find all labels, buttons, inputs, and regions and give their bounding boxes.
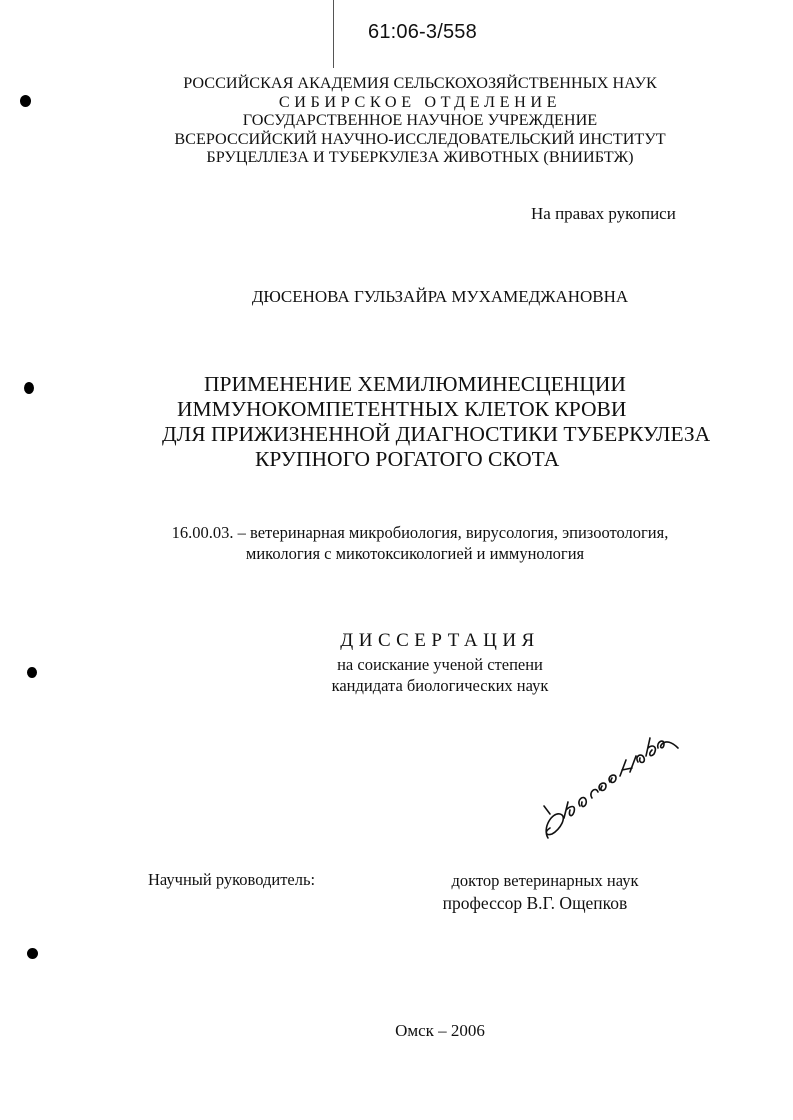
dissertation-title — [140, 372, 750, 472]
punch-hole-4 — [27, 948, 38, 959]
punch-hole-3 — [27, 667, 37, 678]
author-signature — [530, 730, 680, 840]
supervisor-name: профессор В.Г. Ощепков — [442, 893, 628, 913]
signature-text — [680, 730, 681, 731]
header-line-institute-name: БРУЦЕЛЛЕЗА И ТУБЕРКУЛЕЗА ЖИВОТНЫХ (ВНИИБТЖ) — [206, 148, 634, 167]
header-line-branch: СИБИРСКОЕ ОТДЕЛЕНИЕ — [278, 92, 562, 111]
institution-header — [120, 74, 720, 167]
degree-line-2: кандидата биологических наук — [331, 676, 549, 695]
header-line-institute: ВСЕРОССИЙСКИЙ НАУЧНО-ИССЛЕДОВАТЕЛЬСКИЙ ИНСТИТУТ — [174, 129, 666, 148]
supervisor-title: доктор ветеринарных наук — [451, 871, 639, 890]
degree-description — [240, 654, 640, 696]
degree-line-1: на соискание ученой степени — [337, 655, 543, 674]
punch-hole-1 — [20, 95, 31, 107]
supervisor-label: Научный руководитель: — [148, 870, 316, 889]
title-line-3: ДЛЯ ПРИЖИЗНЕННОЙ ДИАГНОСТИКИ ТУБЕРКУЛЕЗА — [162, 422, 711, 446]
filing-number: 61:06-3/558 — [368, 21, 477, 43]
header-line-institution-type: ГОСУДАРСТВЕННОЕ НАУЧНОЕ УЧРЕЖДЕНИЕ — [242, 111, 598, 130]
punch-hole-2 — [24, 382, 34, 394]
title-line-2: ИММУНОКОМПЕТЕНТНЫХ КЛЕТОК КРОВИ — [177, 397, 627, 421]
author-name: ДЮСЕНОВА ГУЛЬЗАЙРА МУХАМЕДЖАНОВНА — [251, 287, 629, 306]
manuscript-rights-note: На правах рукописи — [531, 204, 676, 223]
city-year: Омск – 2006 — [395, 1021, 485, 1040]
specialty-code — [100, 522, 720, 564]
specialty-line-2: микология с микотоксикологией и иммунология — [245, 544, 585, 563]
signature-scribble-icon — [530, 730, 680, 840]
title-line-4: КРУПНОГО РОГАТОГО СКОТА — [255, 447, 560, 471]
specialty-line-1: 16.00.03. – ветеринарная микробиология, вирусология, эпизоотология, — [171, 523, 669, 542]
binding-margin-line — [333, 0, 334, 68]
dissertation-label: ДИССЕРТАЦИЯ — [340, 630, 540, 651]
supervisor-info — [410, 870, 660, 914]
title-line-1: ПРИМЕНЕНИЕ ХЕМИЛЮМИНЕСЦЕНЦИИ — [204, 372, 626, 396]
header-line-academy: РОССИЙСКАЯ АКАДЕМИЯ СЕЛЬСКОХОЗЯЙСТВЕННЫХ НАУК — [183, 74, 657, 92]
